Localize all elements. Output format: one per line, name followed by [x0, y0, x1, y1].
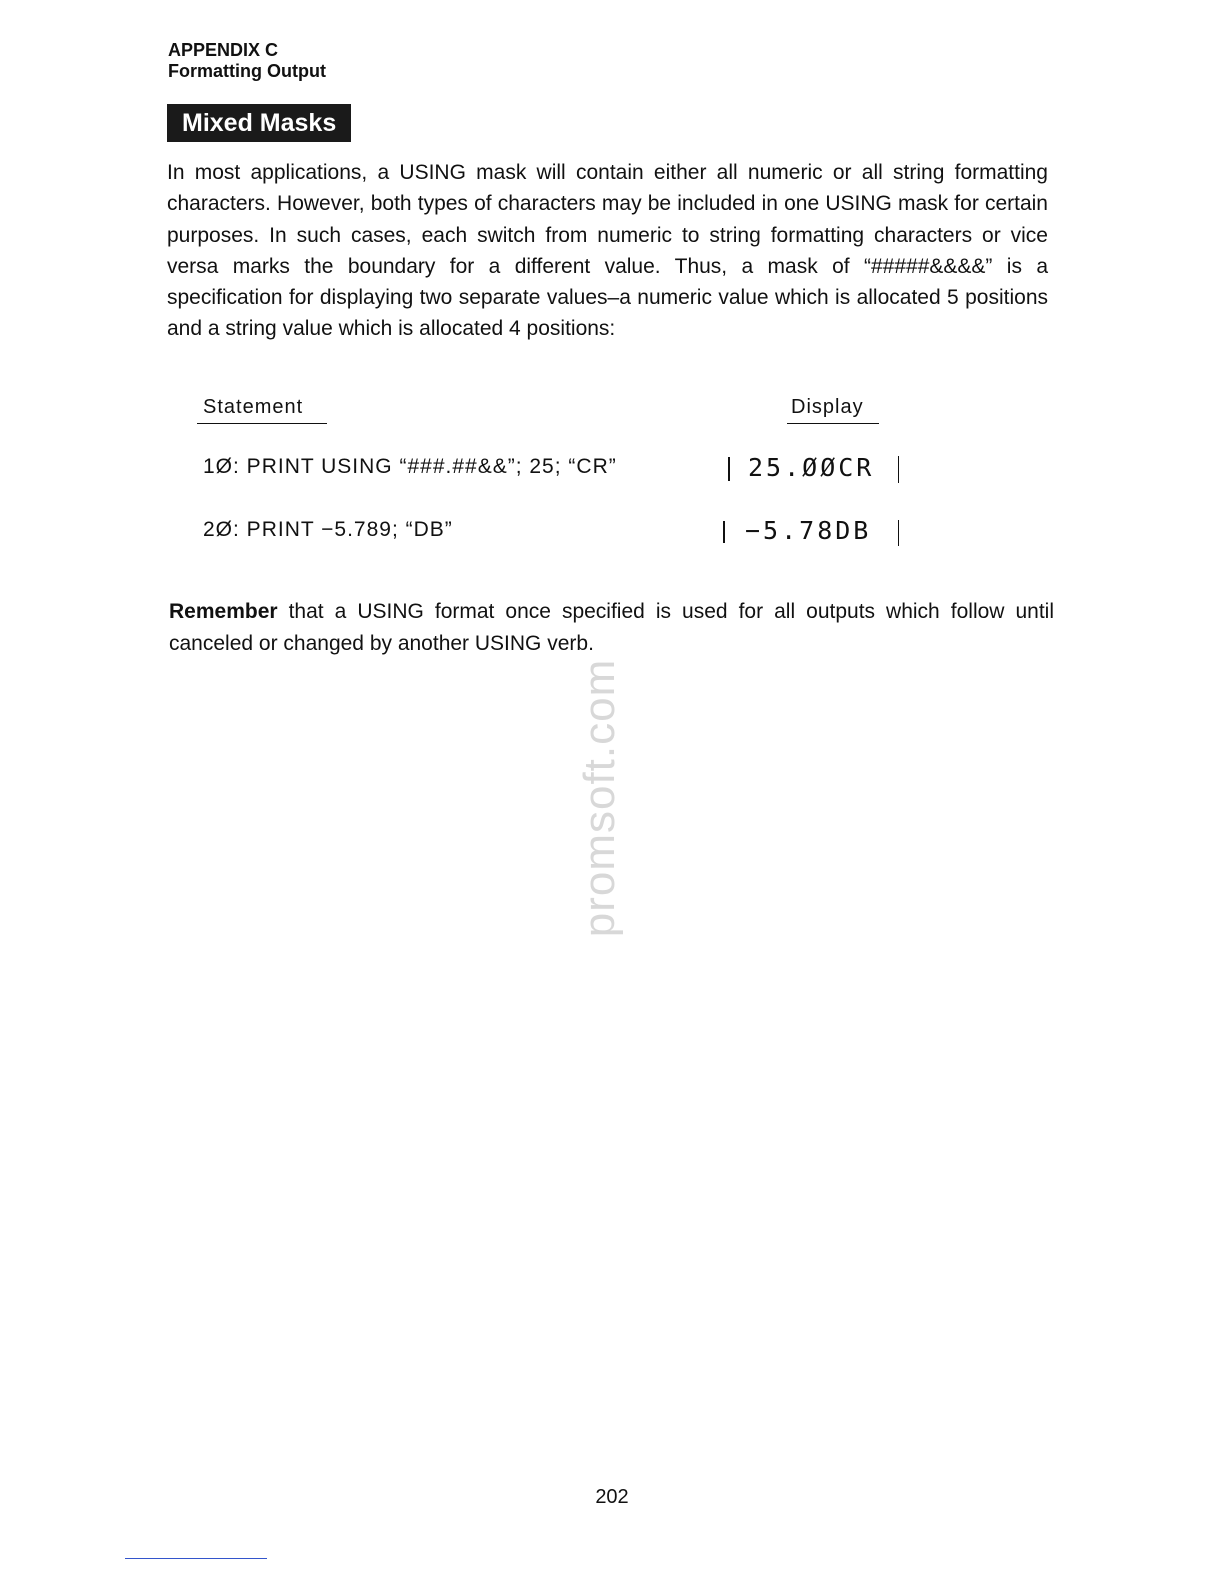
display-column-header: Display	[787, 394, 879, 424]
display-left-bar	[728, 457, 730, 481]
statement-row-2: 2Ø: PRINT −5.789; “DB”	[203, 518, 453, 541]
display-left-bar	[723, 521, 725, 543]
watermark: promsoft.com	[575, 658, 624, 938]
remember-note	[169, 596, 1054, 660]
remember-text: that a USING format once specified is used for all outputs which follow until canceled or changed by another USING verb.	[169, 600, 1054, 655]
display-row-1: 25.ØØCR	[748, 453, 875, 482]
footer-rule	[125, 1558, 267, 1559]
display-right-bar	[898, 456, 899, 483]
statement-column-header: Statement	[197, 394, 327, 424]
section-title: Mixed Masks	[167, 104, 351, 142]
running-header	[168, 40, 326, 82]
remember-label: Remember	[169, 600, 278, 623]
appendix-subtitle: Formatting Output	[168, 61, 326, 81]
display-right-bar	[898, 520, 899, 546]
display-row-2: −5.78DB	[745, 516, 872, 545]
body-paragraph: In most applications, a USING mask will contain either all numeric or all string formatting characters. However, both types of characters may be included in one USING mask for certain purposes. In such cases, each switch from numeric to string formatting characters or vice versa marks the boundary for a different value. Thus, a mask of “#####&&&&” is a specification for displaying two separate values–a numeric value which is allocated 5 positions and a string value which is allocated 4 positions:	[167, 161, 1048, 341]
page-number: 202	[595, 1486, 629, 1508]
appendix-label: APPENDIX C	[168, 40, 279, 60]
statement-row-1: 1Ø: PRINT USING “###.##&&”; 25; “CR”	[203, 455, 617, 478]
